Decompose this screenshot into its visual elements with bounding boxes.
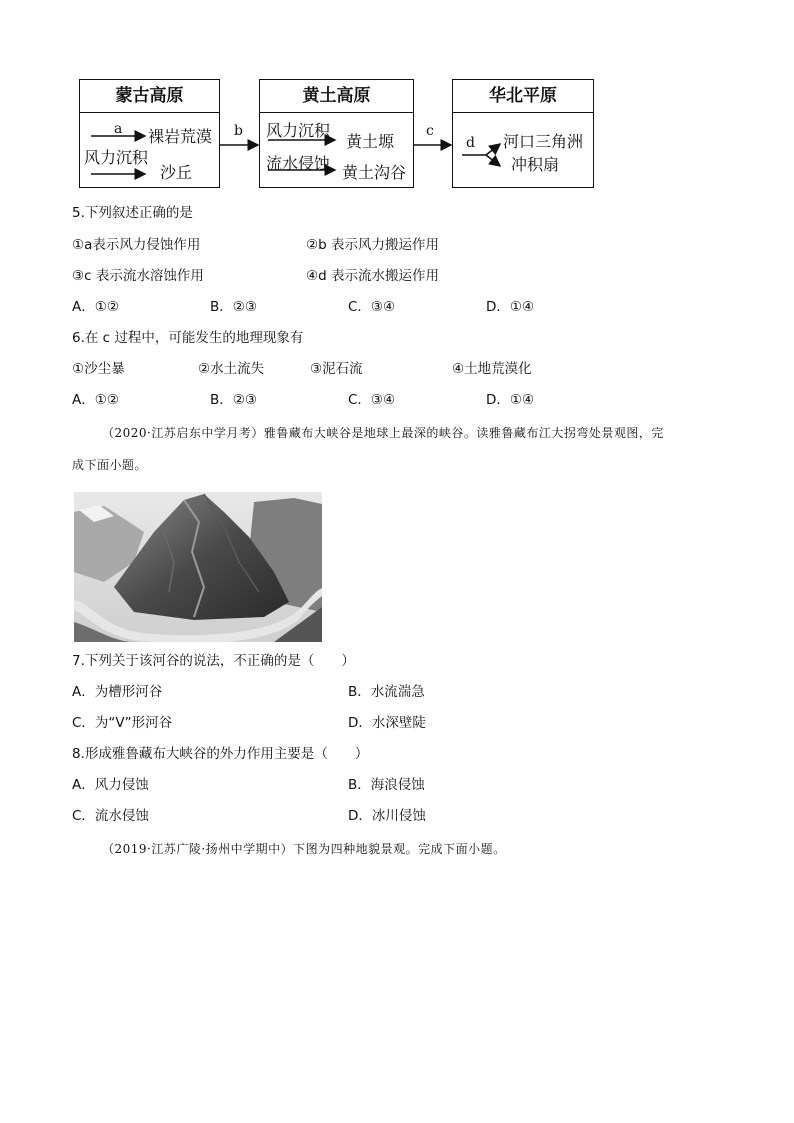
box-item: 流水侵蚀	[266, 154, 331, 173]
q6-option-d: D．①④	[486, 392, 535, 408]
q5-stem: 5.下列叙述正确的是	[72, 205, 193, 221]
canyon-photo	[74, 492, 322, 642]
box-item: 裸岩荒漠	[148, 127, 213, 146]
box-title: 蒙古高原	[80, 80, 219, 113]
q8-option-d: D．冰川侵蚀	[348, 808, 426, 824]
q5-statement: ①a表示风力侵蚀作用	[72, 237, 201, 253]
box-item: 风力沉积	[84, 148, 149, 167]
q7-option-d: D．水深壁陡	[348, 715, 426, 731]
arrow-d-up	[486, 144, 500, 155]
q6-stem: 6.在 c 过程中，可能发生的地理现象有	[72, 330, 304, 346]
label-b: b	[234, 123, 243, 139]
box-item: 沙丘	[160, 163, 193, 182]
label-a: a	[114, 121, 123, 137]
q5-option-c: C．③④	[348, 299, 396, 315]
q6-statement: ④土地荒漠化	[452, 361, 532, 377]
box-title: 黄土高原	[260, 80, 413, 113]
intro-paragraph-1: （2020·江苏启东中学月考）雅鲁藏布大峡谷是地球上最深的峡谷。读雅鲁藏布江大拐弯处景观图，完	[102, 426, 664, 440]
q5-statement: ③c 表示流水溶蚀作用	[72, 268, 204, 284]
arrow-d-down	[486, 155, 500, 166]
q6-option-b: B．②③	[210, 392, 257, 408]
q6-statement: ②水土流失	[198, 361, 265, 377]
box-item: 冲积扇	[511, 155, 560, 174]
q7-option-b: B．水流湍急	[348, 684, 425, 700]
label-d: d	[466, 135, 475, 151]
q7-option-a: A．为槽形河谷	[72, 684, 163, 700]
q8-stem: 8.形成雅鲁藏布大峡谷的外力作用主要是（ ）	[72, 746, 369, 762]
q8-option-b: B．海浪侵蚀	[348, 777, 425, 793]
label-c: c	[426, 123, 434, 139]
q6-option-c: C．③④	[348, 392, 396, 408]
intro-paragraph-2: （2019·江苏广陵·扬州中学期中）下图为四种地貌景观。完成下面小题。	[102, 842, 506, 856]
intro-paragraph-1-cont: 成下面小题。	[72, 458, 148, 472]
box-item: 风力沉积	[266, 121, 331, 140]
q5-option-d: D．①④	[486, 299, 535, 315]
box-title: 华北平原	[453, 80, 593, 113]
q5-option-a: A．①②	[72, 299, 119, 315]
diagram-arrows	[0, 0, 794, 220]
q6-option-a: A．①②	[72, 392, 119, 408]
box-item: 河口三角洲	[503, 132, 584, 151]
box-item: 黄土沟谷	[342, 163, 407, 182]
q8-option-a: A．风力侵蚀	[72, 777, 149, 793]
q5-option-b: B．②③	[210, 299, 257, 315]
q7-stem: 7.下列关于该河谷的说法，不正确的是（ ）	[72, 653, 355, 669]
q5-statement: ②b 表示风力搬运作用	[306, 237, 439, 253]
q6-statement: ①沙尘暴	[72, 361, 125, 377]
q5-statement: ④d 表示流水搬运作用	[306, 268, 439, 284]
q7-option-c: C．为“V”形河谷	[72, 715, 173, 731]
q6-statement: ③泥石流	[310, 361, 363, 377]
q8-option-c: C．流水侵蚀	[72, 808, 149, 824]
box-item: 黄土塬	[346, 132, 395, 151]
canyon-photo-illustration	[74, 492, 322, 642]
